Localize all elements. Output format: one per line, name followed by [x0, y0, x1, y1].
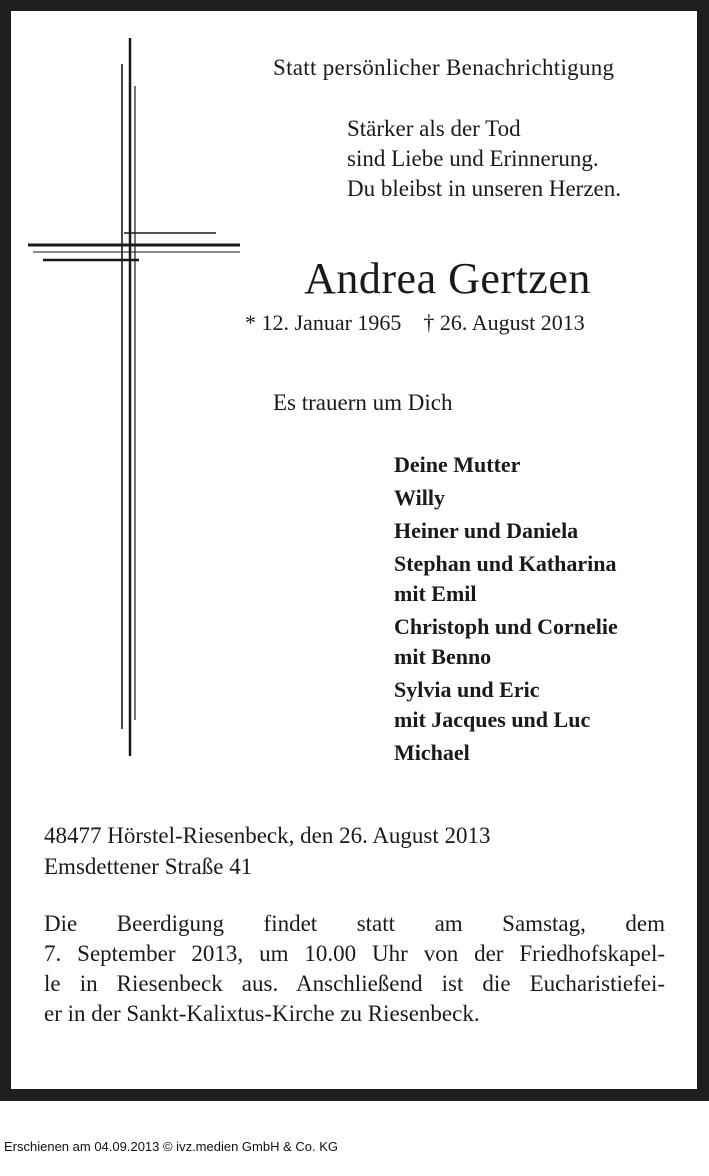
mourning-intro: Es trauern um Dich: [273, 390, 453, 415]
mourner-name: Christoph und Cornelie: [394, 614, 618, 639]
mourner-name: Willy: [394, 485, 445, 510]
funeral-line: Die Beerdigung findet statt am Samstag, dem: [44, 911, 665, 936]
deceased-name: Andrea Gertzen: [304, 254, 591, 303]
address-block: [44, 820, 491, 882]
mourner-name: Sylvia und Eric: [394, 677, 540, 702]
publication-credit: Erschienen am 04.09.2013 © ivz.medien GmbH & Co. KG: [4, 1139, 339, 1154]
address-line: Emsdettener Straße 41: [44, 854, 253, 879]
mourner-name: mit Benno: [394, 644, 492, 669]
mourner-entry: [394, 516, 618, 546]
mourner-entry: [394, 450, 618, 480]
memorial-verse: [347, 114, 621, 204]
verse-line: Du bleibst in unseren Herzen.: [347, 176, 622, 201]
mourner-name: Stephan und Katharina: [394, 551, 617, 576]
funeral-line: 7. September 2013, um 10.00 Uhr von der Friedhofskapel-: [44, 941, 665, 966]
mourner-entry: [394, 675, 618, 735]
mourner-entry: [394, 738, 618, 768]
mourner-name: Heiner und Daniela: [394, 518, 579, 543]
mourner-entry: [394, 549, 618, 609]
mourner-name: mit Jacques und Luc: [394, 707, 591, 732]
mourner-name: mit Emil: [394, 581, 477, 606]
funeral-line: le in Riesenbeck aus. Anschließend ist die Eucharistiefei-: [44, 971, 665, 996]
funeral-line: er in der Sankt-Kalixtus-Kirche zu Riesenbeck.: [44, 1001, 480, 1026]
mourners-list: [394, 450, 618, 771]
verse-line: Stärker als der Tod: [347, 116, 521, 141]
birth-date: * 12. Januar 1965: [245, 310, 402, 335]
notice-heading: Statt persönlicher Benachrichtigung: [273, 55, 615, 80]
cross-icon: [11, 11, 271, 781]
funeral-info: [44, 909, 665, 1029]
address-line: 48477 Hörstel-Riesenbeck, den 26. August 2013: [44, 823, 491, 848]
mourner-entry: [394, 612, 618, 672]
mourner-name: Michael: [394, 740, 470, 765]
mourner-name: Deine Mutter: [394, 452, 521, 477]
mourner-entry: [394, 483, 618, 513]
death-date: † 26. August 2013: [423, 310, 585, 335]
life-dates: [245, 310, 585, 336]
verse-line: sind Liebe und Erinnerung.: [347, 146, 599, 171]
